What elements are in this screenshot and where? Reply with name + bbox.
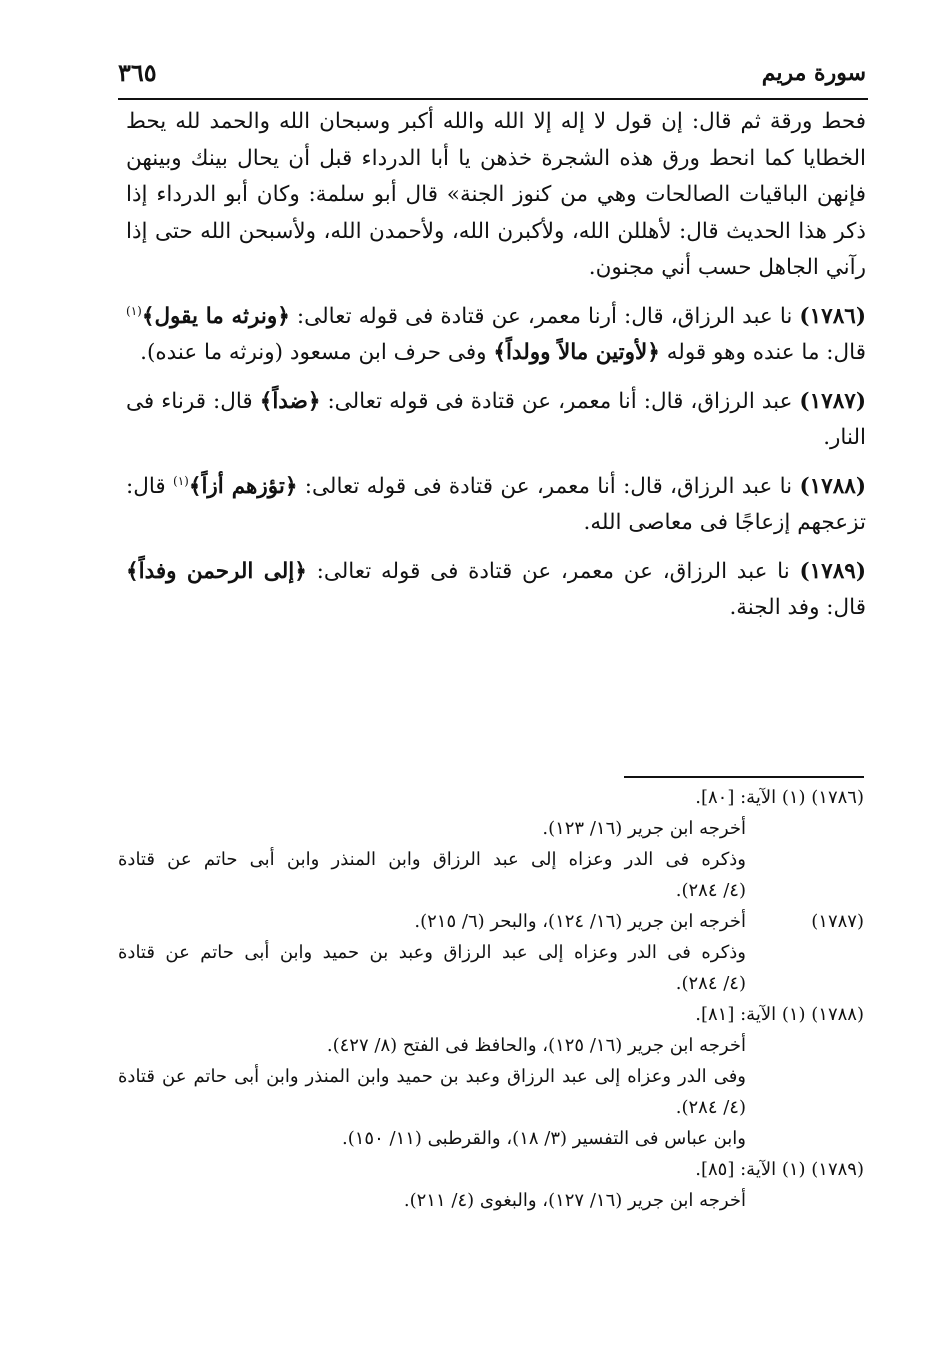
quran-bracket-open: ﴿ xyxy=(277,303,290,329)
quran-bracket-close: ﴾ xyxy=(493,340,506,365)
footnote-line xyxy=(118,906,864,937)
paragraph-continuation: فحط ورقة ثم قال: إن قول لا إله إلا الله والله أكبر وسبحان الله والحمد لله يحط الخطايا كما انحط ورق هذه الشجرة خذهن يا أبا الدرداء قبل أن يحال بينك وبينهن فإنهن الباقيات الصالحات وهي من كنوز الجنة» قال أبو سلمة: وكان أبو الدرداء إذا ذكر هذا الحديث قال: لأهللن الله، ولأكبرن الله، ولأحمدن الله، ولأسبحن الله حتى إذا رآني الجاهل حسب أني مجنون. xyxy=(126,109,866,280)
entry-text: نا عبد الرزاق، قال: أنا معمر، عن قتادة فى قوله تعالى: xyxy=(297,473,800,499)
quran-quote: تؤزهم أزاً xyxy=(201,473,285,499)
entry-1788 xyxy=(126,469,866,542)
quran-quote: ونرثه ما يقول xyxy=(154,303,278,329)
quran-quote: ضداً xyxy=(272,388,308,414)
page-number: ٣٦٥ xyxy=(118,58,157,87)
footnote-line: وفى الدر وعزاه إلى عبد الرزاق وعبد بن حميد وابن المنذر وابن أبى حاتم عن قتادة xyxy=(118,1066,746,1087)
footnote-label: (١٧٨٧) xyxy=(811,911,864,932)
quran-bracket-open: ﴿ xyxy=(294,558,307,584)
footnote-line: أخرجه ابن جرير (١٦/ ١٢٧)، والبغوى (٤/ ٢١١). xyxy=(403,1190,746,1211)
entry-text: عبد الرزاق، قال: أنا معمر، عن قتادة فى قوله تعالى: xyxy=(320,388,800,414)
footnotes xyxy=(118,782,864,1216)
quran-bracket-close: ﴾ xyxy=(259,388,273,414)
footnote-line: (٤/ ٢٨٤). xyxy=(675,880,746,901)
entry-1786 xyxy=(126,299,866,372)
footnote-marker: (١) xyxy=(173,473,189,488)
footnote-line: (١٧٨٨) (١) الآية: [٨١]. xyxy=(695,1004,864,1025)
quran-quote: إلى الرحمن وفداً xyxy=(138,558,295,584)
quran-quote: لأوتين مالاً وولداً xyxy=(505,340,648,365)
surah-title: سورة مريم xyxy=(761,60,866,86)
footnote-rule xyxy=(624,776,864,778)
entry-1787 xyxy=(126,384,866,457)
header-rule xyxy=(118,98,868,100)
entry-text: قال: تزعجهم إزعاجًا فى معاصى الله. xyxy=(126,473,866,535)
footnote-line: أخرجه ابن جرير (١٦/ ١٢٥)، والحافظ فى الفتح (٨/ ٤٢٧). xyxy=(326,1035,746,1056)
footnote-line: وابن عباس فى التفسير (٣/ ١٨)، والقرطبى (١١/ ١٥٠). xyxy=(342,1128,746,1149)
quran-bracket-open: ﴿ xyxy=(307,388,321,414)
entry-number: (١٧٨٩) xyxy=(799,558,867,584)
footnote-line: (٤/ ٢٨٤). xyxy=(675,1097,746,1118)
entry-text: نا عبد الرزاق، قال: أرنا معمر، عن قتادة فى قوله تعالى: xyxy=(289,303,800,329)
quran-bracket-close: ﴾ xyxy=(126,558,139,584)
footnote-line: (١٧٨٦) (١) الآية: [٨٠]. xyxy=(695,787,864,808)
entry-text: نا عبد الرزاق، عن معمر، عن قتادة فى قوله تعالى: xyxy=(306,558,800,584)
quran-bracket-close: ﴾ xyxy=(141,303,155,329)
entry-text: وفى حرف ابن مسعود (ونرثه ما عنده). xyxy=(140,340,494,365)
footnote-line: (٤/ ٢٨٤). xyxy=(675,973,746,994)
entry-number: (١٧٨٦) xyxy=(799,303,866,329)
footnote-text: أخرجه ابن جرير (١٦/ ١٢٤)، والبحر (٦/ ٢١٥). xyxy=(414,911,746,932)
entry-number: (١٧٨٧) xyxy=(799,388,866,414)
entry-text: قال: ما عنده وهو قوله xyxy=(659,340,866,365)
main-text xyxy=(126,104,866,639)
footnote-marker: (١) xyxy=(126,303,142,318)
entry-text: قال: وفد الجنة. xyxy=(729,595,866,620)
entry-1789 xyxy=(126,554,866,627)
entry-text: قال: قرناء فى النار. xyxy=(126,388,866,450)
entry-number: (١٧٨٨) xyxy=(799,473,867,499)
footnote-line: وذكره فى الدر وعزاه إلى عبد الرزاق وعبد بن حميد وابن أبى حاتم عن قتادة xyxy=(118,942,746,963)
footnote-line: (١٧٨٩) (١) الآية: [٨٥]. xyxy=(695,1159,864,1180)
quran-bracket-open: ﴿ xyxy=(647,340,660,365)
footnote-line: أخرجه ابن جرير (١٦/ ١٢٣). xyxy=(542,818,746,839)
quran-bracket-close: ﴾ xyxy=(188,473,202,499)
quran-bracket-open: ﴿ xyxy=(284,473,298,499)
footnote-line: وذكره فى الدر وعزاه إلى عبد الرزاق وابن المنذر وابن أبى حاتم عن قتادة xyxy=(118,849,746,870)
page-header xyxy=(118,52,866,94)
